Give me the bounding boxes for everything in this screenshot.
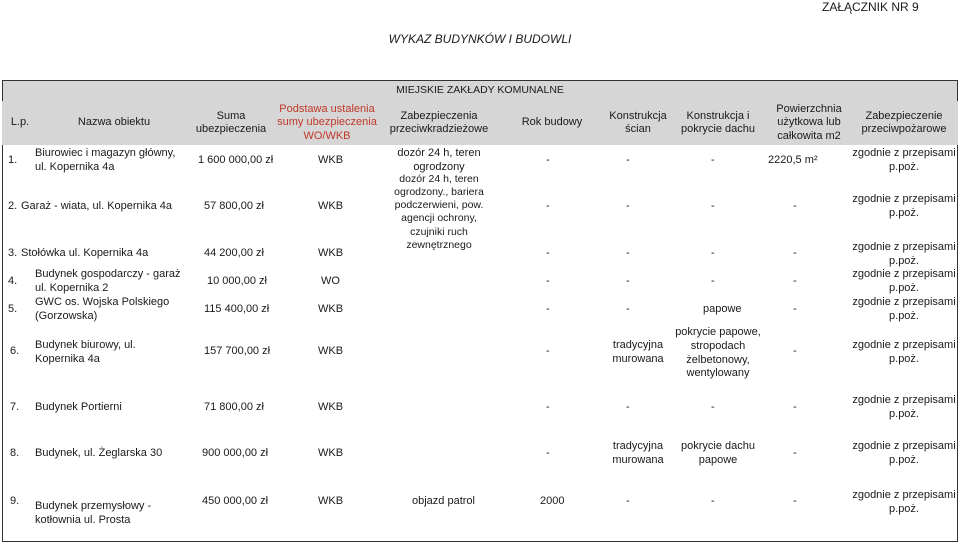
row-area: -	[793, 247, 797, 259]
row-sum: 44 200,00 zł	[204, 247, 264, 259]
row-sum: 115 400,00 zł	[204, 303, 270, 315]
row-walls: tradycyjna murowana	[612, 339, 664, 365]
row-theft-protection: dozór 24 h, teren ogrodzony., bariera podczerwieni, pow. agencji ochrony, czujniki ruch zewnętrznego	[394, 173, 484, 251]
row-year: -	[546, 345, 550, 357]
row-sum: 450 000,00 zł	[202, 495, 269, 507]
row-year: -	[546, 447, 550, 459]
annex-label: ZAŁĄCZNIK NR 9	[822, 0, 919, 14]
row-name: Garaż - wiata, ul. Kopernika 4a	[21, 200, 173, 212]
row-roof: -	[711, 247, 715, 259]
row-fire-protection: zgodnie z przepisami p.poż.	[852, 193, 956, 219]
row-area: -	[793, 275, 797, 287]
row-fire-protection: zgodnie z przepisami p.poż.	[852, 241, 956, 267]
row-sum: 900 000,00 zł	[202, 447, 269, 459]
row-lp: 6.	[10, 345, 20, 357]
row-year: -	[546, 275, 550, 287]
row-area: -	[793, 447, 797, 459]
row-lp: 3.	[8, 247, 18, 259]
row-area: -	[793, 401, 797, 413]
row-basis: WKB	[318, 345, 344, 357]
row-fire-protection: zgodnie z przepisami p.poż.	[852, 440, 956, 466]
row-lp: 8.	[10, 447, 20, 459]
row-area: -	[793, 303, 797, 315]
row-area: -	[793, 345, 797, 357]
row-roof: pokrycie dachu papowe	[681, 440, 755, 466]
row-walls: -	[626, 247, 630, 259]
row-sum: 157 700,00 zł	[204, 345, 271, 357]
row-roof: -	[711, 495, 715, 507]
header-area: Powierzchnia użytkowa lub całkowita m2	[768, 101, 850, 145]
row-lp: 1.	[8, 154, 18, 166]
row-basis: WKB	[318, 247, 344, 259]
row-basis: WKB	[318, 495, 344, 507]
row-name: Budynek przemysłowy - kotłownia ul. Prosta	[35, 500, 152, 526]
row-year: -	[546, 247, 550, 259]
document-title: WYKAZ BUDYNKÓW I BUDOWLI	[388, 32, 572, 46]
row-name: Budynek biurowy, ul. Kopernika 4a	[35, 339, 136, 365]
row-walls: -	[626, 200, 630, 212]
row-walls: tradycyjna murowana	[612, 440, 664, 466]
table-title: MIEJSKIE ZAKŁADY KOMUNALNE	[396, 84, 564, 96]
row-sum: 10 000,00 zł	[207, 275, 267, 287]
row-lp: 2.	[8, 200, 18, 212]
row-roof: papowe	[703, 303, 742, 315]
row-theft-protection: objazd patrol	[412, 495, 475, 507]
row-name: Budynek Portierni	[35, 401, 122, 413]
row-name: Budynek gospodarczy - garaż ul. Kopernika 2	[35, 268, 181, 294]
row-sum: 57 800,00 zł	[204, 200, 264, 212]
row-lp: 5.	[8, 303, 18, 315]
row-fire-protection: zgodnie z przepisami p.poż.	[852, 394, 956, 420]
row-sum: 1 600 000,00 zł	[198, 154, 274, 166]
row-walls: -	[626, 303, 630, 315]
row-walls: -	[626, 275, 630, 287]
row-fire-protection: zgodnie z przepisami p.poż.	[852, 489, 956, 515]
row-basis: WKB	[318, 154, 344, 166]
row-lp: 4.	[8, 275, 18, 287]
row-fire-protection: zgodnie z przepisami p.poż.	[852, 339, 956, 365]
row-name: Stołówka ul. Kopernika 4a	[21, 247, 149, 259]
header-theft-protection: Zabezpieczenia przeciwkradzieżowe	[382, 101, 496, 145]
row-basis: WO	[321, 275, 340, 287]
header-basis: Podstawa ustalenia sumy ubezpieczenia WO/WKB	[272, 101, 382, 145]
row-year: -	[546, 401, 550, 413]
row-roof: -	[711, 200, 715, 212]
header-fire-protection: Zabezpieczenie przeciwpożarowe	[850, 101, 958, 145]
row-area: 2220,5 m²	[768, 154, 818, 166]
row-year: 2000	[540, 495, 565, 507]
row-walls: -	[626, 401, 630, 413]
row-basis: WKB	[318, 200, 344, 212]
row-basis: WKB	[318, 303, 344, 315]
row-sum: 71 800,00 zł	[204, 401, 264, 413]
header-sum: Suma ubezpieczenia	[190, 101, 272, 145]
row-lp: 9.	[10, 495, 20, 507]
row-name: Biurowiec i magazyn główny, ul. Kopernika 4a	[35, 147, 176, 173]
row-basis: WKB	[318, 447, 344, 459]
row-fire-protection: zgodnie z przepisami p.poż.	[852, 147, 956, 173]
row-fire-protection: zgodnie z przepisami p.poż.	[852, 268, 956, 294]
row-year: -	[546, 200, 550, 212]
row-year: -	[546, 303, 550, 315]
row-name: Budynek, ul. Żeglarska 30	[35, 447, 163, 459]
header-lp: L.p.	[2, 101, 38, 145]
row-area: -	[793, 200, 797, 212]
row-walls: -	[626, 495, 630, 507]
row-basis: WKB	[318, 401, 344, 413]
row-name: GWC os. Wojska Polskiego (Gorzowska)	[35, 296, 170, 322]
row-year: -	[546, 154, 550, 166]
header-name: Nazwa obiektu	[38, 101, 190, 145]
row-area: -	[793, 495, 797, 507]
header-walls: Konstrukcja ścian	[608, 101, 668, 145]
row-roof: -	[711, 154, 715, 166]
row-theft-protection: dozór 24 h, teren ogrodzony	[397, 147, 481, 173]
row-fire-protection: zgodnie z przepisami p.poż.	[852, 296, 956, 322]
header-year: Rok budowy	[496, 101, 608, 145]
row-lp: 7.	[10, 401, 20, 413]
row-roof: -	[711, 275, 715, 287]
row-walls: -	[626, 154, 630, 166]
row-roof: -	[711, 401, 715, 413]
row-roof: pokrycie papowe, stropodach żelbetonowy, wentylowany	[675, 326, 761, 380]
header-roof: Konstrukcja i pokrycie dachu	[668, 101, 768, 145]
